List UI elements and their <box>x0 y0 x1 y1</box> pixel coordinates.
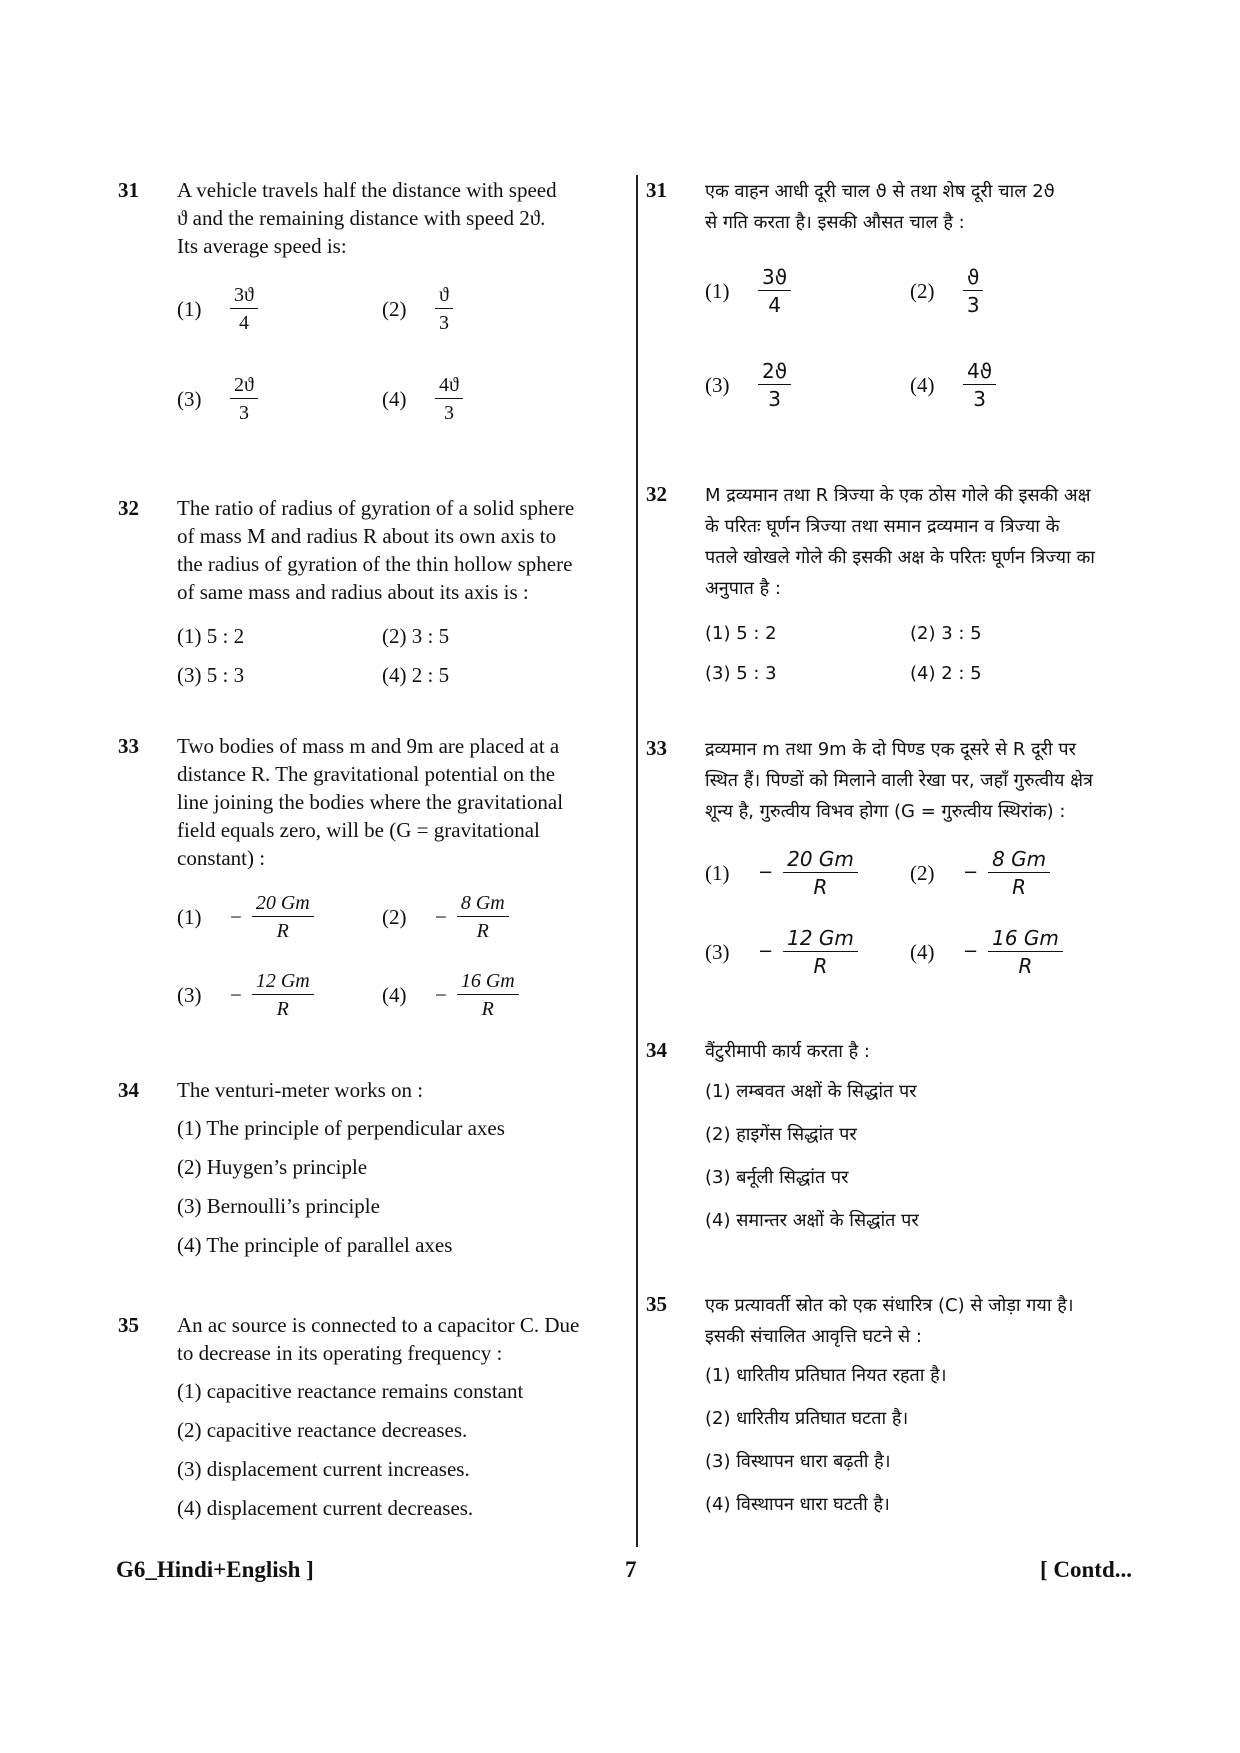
fraction: $\frac{2ϑ}{3}$ <box>230 374 258 424</box>
fraction: $\frac{ϑ}{3}$ <box>435 284 453 334</box>
question-number: 35 <box>118 1313 139 1337</box>
question-text: एक प्रत्यावर्ती स्रोत को एक संधारित्र (C) से जोड़ा गया है। इसकी संचालित आवृत्ति घटने से : <box>705 1295 1074 1347</box>
option-4: (4) − $\frac{16 Gm}{R}$ <box>910 927 1063 977</box>
fraction: $\frac{8 Gm}{R}$ <box>988 848 1050 898</box>
option-4: (4) 2 : 5 <box>910 663 982 684</box>
question-number: 32 <box>646 482 667 506</box>
question-32-hi <box>646 480 1166 690</box>
option-3: (3) विस्थापन धारा बढ़ती है। <box>705 1451 891 1472</box>
question-number: 31 <box>118 178 139 202</box>
question-number: 35 <box>646 1292 667 1316</box>
fraction: $\frac{3ϑ}{4}$ <box>758 266 791 316</box>
question-33-hi <box>646 734 1166 1004</box>
option-3: (3) बर्नूली सिद्धांत पर <box>705 1167 849 1188</box>
option-1: (1) $\frac{3ϑ}{4}$ <box>177 284 258 334</box>
question-33-en <box>118 732 638 1032</box>
option-4: (4) $\frac{4ϑ}{3}$ <box>910 360 996 410</box>
question-text: वैंटुरीमापी कार्य करता है : <box>705 1041 870 1062</box>
option-3: (3) − $\frac{12 Gm}{R}$ <box>177 970 314 1020</box>
option-2: (2) $\frac{ϑ}{3}$ <box>382 284 453 334</box>
question-text: द्रव्यमान m तथा 9m के दो पिण्ड एक दूसरे से R दूरी पर स्थित हैं। पिण्डों को मिलाने वाली रेखा पर, जहाँ गुरुत्वीय क्षेत्र शून्य है, गुरुत्वीय विभव होगा (G = गुरुत्वीय स्थिरांक) : <box>705 739 1093 822</box>
option-3: (3) displacement current increases. <box>177 1457 470 1481</box>
option-4: (4) displacement current decreases. <box>177 1496 474 1520</box>
option-2: (2) 3 : 5 <box>910 623 982 644</box>
option-1: (1) 5 : 2 <box>705 623 777 644</box>
option-1: (1) − $\frac{20 Gm}{R}$ <box>177 892 314 942</box>
option-4: (4) विस्थापन धारा घटती है। <box>705 1494 890 1515</box>
fraction: $\frac{12 Gm}{R}$ <box>783 927 858 977</box>
option-3: (3) $\frac{2ϑ}{3}$ <box>705 360 791 410</box>
fraction: $\frac{3ϑ}{4}$ <box>230 284 258 334</box>
fraction: $\frac{8 Gm}{R}$ <box>457 892 509 942</box>
option-3: (3) Bernoulli’s principle <box>177 1194 380 1218</box>
question-text: An ac source is connected to a capacitor C. Due to decrease in its operating frequency : <box>177 1313 580 1365</box>
option-2: (2) धारितीय प्रतिघात घटता है। <box>705 1408 909 1429</box>
option-2: (2) 3 : 5 <box>382 624 450 648</box>
option-4: (4) समान्तर अक्षों के सिद्धांत पर <box>705 1210 919 1231</box>
option-1: (1) $\frac{3ϑ}{4}$ <box>705 266 791 316</box>
option-1: (1) 5 : 2 <box>177 624 245 648</box>
fraction: $\frac{2ϑ}{3}$ <box>758 360 791 410</box>
option-2: (2) − $\frac{8 Gm}{R}$ <box>382 892 509 942</box>
option-3: (3) − $\frac{12 Gm}{R}$ <box>705 927 858 977</box>
option-4: (4) − $\frac{16 Gm}{R}$ <box>382 970 519 1020</box>
option-3: (3) 5 : 3 <box>177 663 245 687</box>
question-number: 33 <box>646 736 667 760</box>
question-31-hi <box>646 176 1166 426</box>
option-1: (1) धारितीय प्रतिघात नियत रहता है। <box>705 1365 947 1386</box>
option-2: (2) − $\frac{8 Gm}{R}$ <box>910 848 1050 898</box>
option-4: (4) The principle of parallel axes <box>177 1233 453 1257</box>
option-2: (2) $\frac{ϑ}{3}$ <box>910 266 983 316</box>
option-2: (2) Huygen’s principle <box>177 1155 368 1179</box>
fraction: $\frac{4ϑ}{3}$ <box>435 374 463 424</box>
booklet-code: G6_Hindi+English ] <box>116 1557 314 1582</box>
question-number: 34 <box>646 1038 667 1062</box>
option-2: (2) हाइगेंस सिद्धांत पर <box>705 1124 857 1145</box>
question-number: 33 <box>118 734 139 758</box>
option-1: (1) − $\frac{20 Gm}{R}$ <box>705 848 858 898</box>
fraction: $\frac{ϑ}{3}$ <box>963 266 983 316</box>
question-34-en <box>118 1076 638 1266</box>
question-text: The ratio of radius of gyration of a solid sphere of mass M and radius R about its own axis to the radius of gyration of the thin hollow sphere of same mass and radius about its axis is : <box>177 496 575 604</box>
question-text: एक वाहन आधी दूरी चाल ϑ से तथा शेष दूरी चाल 2ϑ से गति करता है। इसकी औसत चाल है : <box>705 181 1055 233</box>
question-number: 31 <box>646 178 667 202</box>
continued-label: [ Contd... <box>1040 1557 1133 1582</box>
question-31-en <box>118 176 638 446</box>
fraction: $\frac{16 Gm}{R}$ <box>457 970 519 1020</box>
option-4: (4) 2 : 5 <box>382 663 450 687</box>
fraction: $\frac{20 Gm}{R}$ <box>783 848 858 898</box>
question-32-en <box>118 494 638 694</box>
fraction: $\frac{20 Gm}{R}$ <box>252 892 314 942</box>
question-number: 34 <box>118 1078 139 1102</box>
option-1: (1) लम्बवत अक्षों के सिद्धांत पर <box>705 1081 917 1102</box>
option-4: (4) $\frac{4ϑ}{3}$ <box>382 374 463 424</box>
question-text: A vehicle travels half the distance with speed ϑ and the remaining distance with speed 2ϑ. Its average speed is: <box>177 178 557 258</box>
option-1: (1) capacitive reactance remains constant <box>177 1379 524 1403</box>
question-text: The venturi-meter works on : <box>177 1078 424 1102</box>
option-3: (3) $\frac{2ϑ}{3}$ <box>177 374 258 424</box>
question-35-hi <box>646 1290 1166 1540</box>
option-3: (3) 5 : 3 <box>705 663 777 684</box>
question-number: 32 <box>118 496 139 520</box>
question-text: M द्रव्यमान तथा R त्रिज्या के एक ठोस गोले की इसकी अक्ष के परितः घूर्णन त्रिज्या तथा समान द्रव्यमान व त्रिज्या के पतले खोखले गोले की इसकी अक्ष के परितः घूर्णन त्रिज्या का अनुपात है : <box>705 485 1095 599</box>
question-text: Two bodies of mass m and 9m are placed at a distance R. The gravitational potential on the line joining the bodies where the gravitational field equals zero, will be (G = gravitational constant) : <box>177 734 564 870</box>
page-number: 7 <box>625 1557 637 1582</box>
question-34-hi <box>646 1036 1166 1236</box>
option-1: (1) The principle of perpendicular axes <box>177 1116 505 1140</box>
fraction: $\frac{4ϑ}{3}$ <box>963 360 996 410</box>
fraction: $\frac{16 Gm}{R}$ <box>988 927 1063 977</box>
question-35-en <box>118 1311 638 1531</box>
fraction: $\frac{12 Gm}{R}$ <box>252 970 314 1020</box>
option-2: (2) capacitive reactance decreases. <box>177 1418 468 1442</box>
